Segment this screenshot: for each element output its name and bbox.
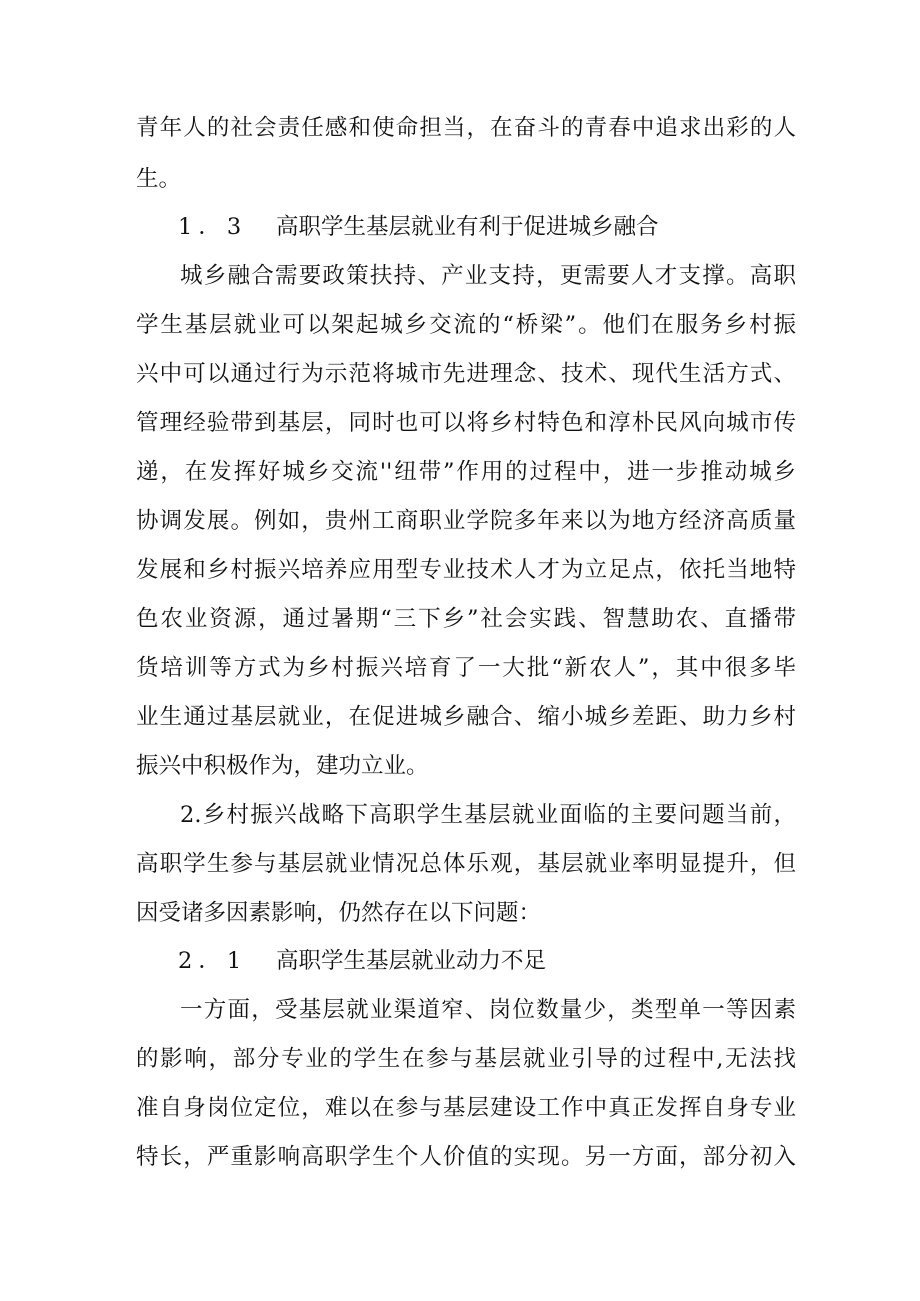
text-line: 特长，严重影响高职学生个人价值的实现。另一方面，部分初入 (136, 1144, 796, 1170)
text-line: 协调发展。例如，贵州工商职业学院多年来以为地方经济高质量 (136, 508, 796, 534)
text-line: 2.乡村振兴战略下高职学生基层就业面临的主要问题当前， (180, 802, 796, 828)
text-line: 的影响，部分专业的学生在参与基层就业引导的过程中,无法找 (136, 1046, 796, 1072)
text-line: 递，在发挥好城乡交流''纽带”作用的过程中，进一步推动城乡 (136, 459, 796, 485)
text-line: 货培训等方式为乡村振兴培育了一大批“新农人”，其中很多毕 (136, 655, 796, 681)
text-line: 色农业资源，通过暑期“三下乡”社会实践、智慧助农、直播带 (136, 606, 796, 632)
text-line: 生。 (136, 166, 182, 192)
text-line: 业生通过基层就业，在促进城乡融合、缩小城乡差距、助力乡村 (136, 704, 796, 730)
text-line: 发展和乡村振兴培养应用型专业技术人才为立足点，依托当地特 (136, 557, 796, 583)
text-line: 青年人的社会责任感和使命担当，在奋斗的青春中追求出彩的人 (136, 115, 796, 141)
text-line: 振兴中积极作为，建功立业。 (136, 753, 429, 779)
text-line: 学生基层就业可以架起城乡交流的“桥梁”。他们在服务乡村振 (136, 312, 796, 338)
section-title: 高职学生基层就业动力不足 (276, 948, 547, 974)
section-heading (178, 207, 659, 247)
text-line: 高职学生参与基层就业情况总体乐观，基层就业率明显提升，但 (136, 851, 796, 877)
text-line: 兴中可以通过行为示范将城市先进理念、技术、现代生活方式、 (136, 361, 796, 387)
section-number: 2．1 (178, 948, 248, 974)
text-line: 城乡融合需要政策扶持、产业支持，更需要人才支撑。高职 (180, 263, 796, 289)
section-heading (178, 941, 546, 981)
section-title: 高职学生基层就业有利于促进城乡融合 (276, 214, 659, 240)
text-line: 管理经验带到基层，同时也可以将乡村特色和淳朴民风向城市传 (136, 410, 796, 436)
text-line: 准自身岗位定位，难以在参与基层建设工作中真正发挥自身专业 (136, 1095, 796, 1121)
section-number: 1．3 (178, 214, 248, 240)
text-line: 一方面，受基层就业渠道窄、岗位数量少，类型单一等因素 (180, 997, 796, 1023)
text-line: 因受诸多因素影响，仍然存在以下问题： (136, 900, 542, 926)
